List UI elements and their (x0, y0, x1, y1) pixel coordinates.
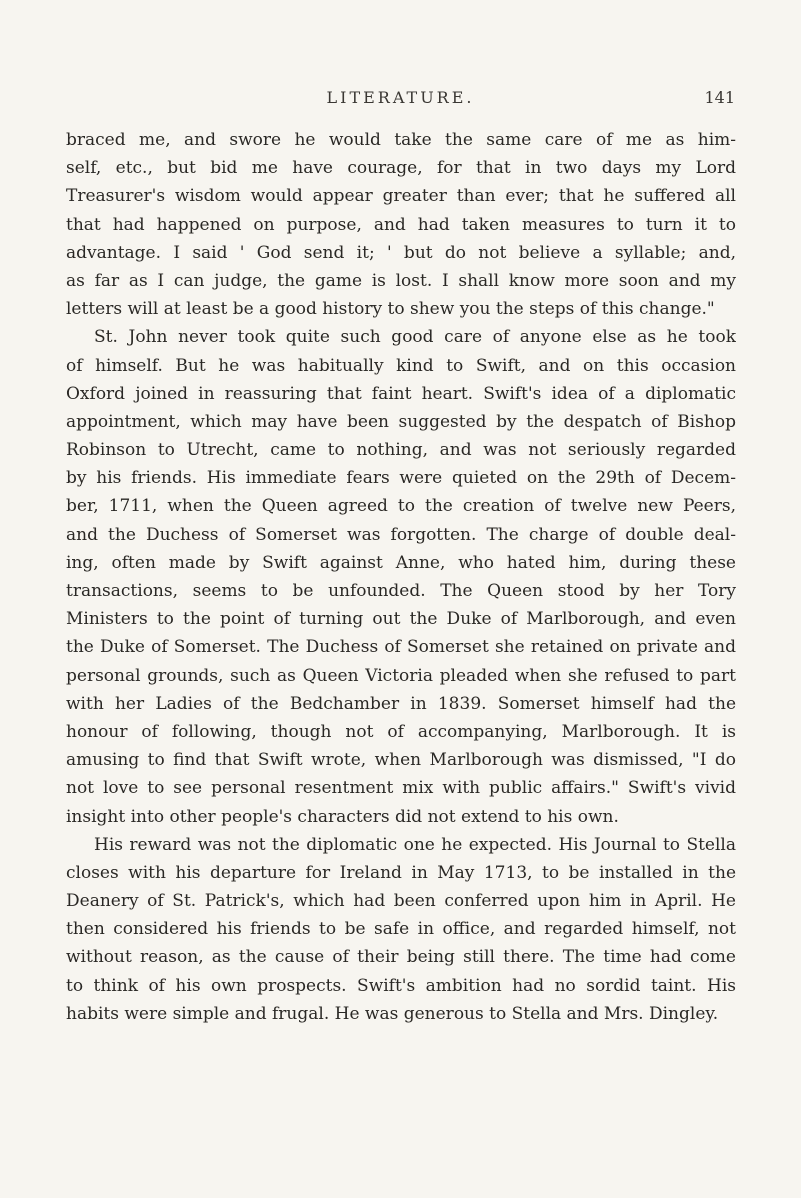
text-line: His reward was not the diplomatic one he expected. His Journal to Stella (94, 834, 736, 855)
text-line: amusing to find that Swift wrote, when Marlborough was dismissed, "I do (66, 750, 736, 771)
text-line: with her Ladies of the Bedchamber in 1839. Somerset himself had the (66, 693, 736, 714)
text-line: personal grounds, such as Queen Victoria pleaded when she refused to part (66, 665, 736, 686)
text-line: letters will at least be a good history to shew you the steps of this change." (66, 299, 715, 320)
text-line: St. John never took quite such good care of anyone else as he took (94, 327, 736, 348)
text-line: honour of following, though not of accompanying, Marlborough. It is (66, 721, 736, 742)
text-line: that had happened on purpose, and had taken measures to turn it to (66, 214, 736, 235)
text-line: and the Duchess of Somerset was forgotten. The charge of double deal- (66, 524, 736, 545)
text-line: transactions, seems to be unfounded. The Queen stood by her Tory (66, 581, 736, 601)
text-line: ing, often made by Swift against Anne, who hated him, during these (66, 552, 736, 573)
text-line: advantage. I said ' God send it; ' but do not believe a syllable; and, (66, 242, 736, 263)
text-line: closes with his departure for Ireland in May 1713, to be installed in the (66, 862, 736, 883)
text-line: ber, 1711, when the Queen agreed to the creation of twelve new Peers, (66, 496, 736, 517)
text-line: Oxford joined in reassuring that faint heart. Swift's idea of a diplomatic (66, 383, 736, 404)
text-line: not love to see personal resentment mix with public affairs." Swift's vivid (66, 778, 736, 799)
text-line: by his friends. His immediate fears were quieted on the 29th of Decem- (66, 468, 736, 489)
running-head (0, 88, 801, 112)
text-line: Robinson to Utrecht, came to nothing, and was not seriously regarded (66, 440, 736, 461)
text-line: insight into other people's characters did not extend to his own. (66, 806, 619, 827)
body-text (66, 126, 736, 1028)
text-line: to think of his own prospects. Swift's ambition had no sordid taint. His (66, 975, 736, 996)
text-line: self, etc., but bid me have courage, for that in two days my Lord (66, 158, 736, 179)
text-line: of himself. But he was habitually kind to Swift, and on this occasion (66, 355, 736, 376)
text-line: as far as I can judge, the game is lost. I shall know more soon and my (66, 270, 736, 291)
text-line: appointment, which may have been suggested by the despatch of Bishop (66, 411, 736, 432)
text-line: the Duke of Somerset. The Duchess of Somerset she retained on private and (66, 637, 736, 658)
text-line: then considered his friends to be safe in office, and regarded himself, not (66, 919, 736, 940)
page-number: 141 (704, 88, 735, 107)
text-line: Treasurer's wisdom would appear greater than ever; that he suffered all (66, 186, 736, 207)
text-line: without reason, as the cause of their being still there. The time had come (66, 947, 736, 968)
running-head-title: LITERATURE. (326, 88, 475, 107)
text-line: habits were simple and frugal. He was generous to Stella and Mrs. Dingley. (66, 1003, 719, 1024)
text-line: Deanery of St. Patrick's, which had been conferred upon him in April. He (66, 891, 736, 912)
text-line: braced me, and swore he would take the same care of me as him- (66, 130, 736, 150)
text-line: Ministers to the point of turning out the Duke of Marlborough, and even (66, 609, 736, 630)
